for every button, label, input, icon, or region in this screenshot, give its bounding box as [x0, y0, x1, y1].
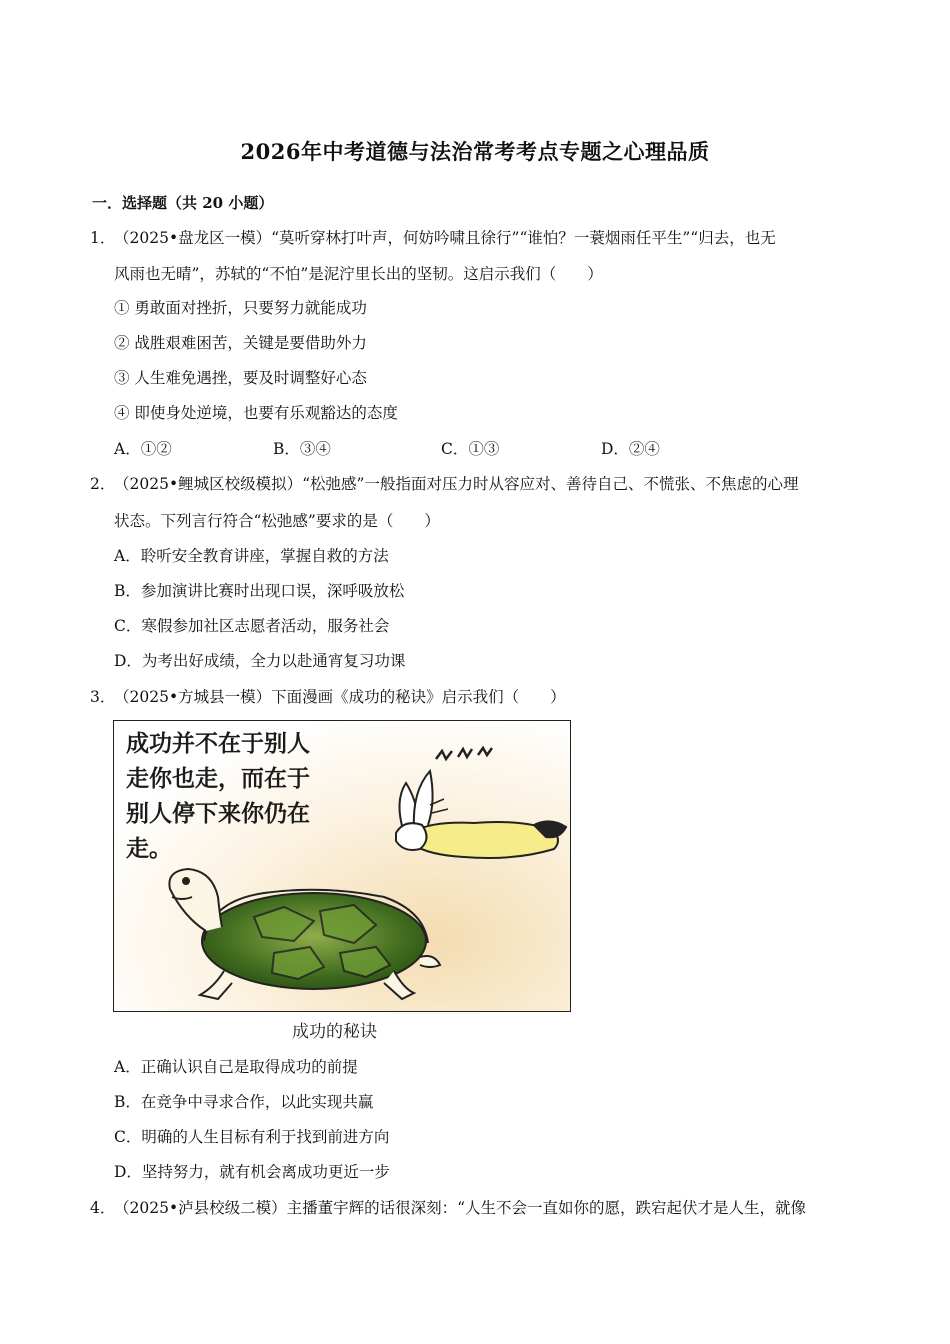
q2-stem-line1: （2025•鲤城区校级模拟）“松弛感”一般指面对压力时从容应对、善待自己、不慌张、不焦虑的心理: [114, 475, 799, 493]
q2-option-c[interactable]: C．寒假参加社区志愿者活动，服务社会: [114, 617, 390, 635]
q1-statement-2: ② 战胜艰难困苦，关键是要借助外力: [114, 334, 367, 352]
q2-stem-line2: 状态。下列言行符合“松弛感”要求的是（ ）: [114, 512, 440, 530]
cartoon-image: [113, 720, 571, 1012]
cartoon-caption: 成功的秘诀: [292, 1022, 377, 1042]
q1-option-b[interactable]: B．③④: [273, 440, 331, 458]
q3-option-d[interactable]: D．坚持努力，就有机会离成功更近一步: [114, 1163, 390, 1181]
q1-stem-line1: （2025•盘龙区一模）“莫听穿林打叶声，何妨吟啸且徐行”“谁怕？一蓑烟雨任平生”“归去，也无: [114, 229, 776, 247]
q1-stem-line2: 风雨也无晴”，苏轼的“不怕”是泥泞里长出的坚韧。这启示我们（ ）: [114, 265, 603, 283]
q2-option-b[interactable]: B．参加演讲比赛时出现口误，深呼吸放松: [114, 582, 405, 600]
q1-statement-1: ① 勇敢面对挫折，只要努力就能成功: [114, 299, 367, 317]
q3-stem-line1: （2025•方城县一模）下面漫画《成功的秘诀》启示我们（ ）: [114, 688, 566, 706]
q1-option-c[interactable]: C．①③: [441, 440, 500, 458]
q2-option-d[interactable]: D．为考出好成绩，全力以赴通宵复习功课: [114, 652, 406, 670]
q2-option-a[interactable]: A．聆听安全教育讲座，掌握自救的方法: [114, 547, 389, 565]
q1-statement-3: ③ 人生难免遇挫，要及时调整好心态: [114, 369, 367, 387]
cartoon-quote: 成功并不在于别人 走你也走，而在于 别人停下来你仍在 走。: [126, 731, 310, 862]
q3-option-c[interactable]: C．明确的人生目标有利于找到前进方向: [114, 1128, 390, 1146]
q1-statement-4: ④ 即使身处逆境，也要有乐观豁达的态度: [114, 404, 398, 422]
q3-number: 3．: [90, 688, 116, 706]
q1-option-d[interactable]: D．②④: [601, 440, 660, 458]
q1-option-a[interactable]: A．①②: [114, 440, 172, 458]
q3-option-a[interactable]: A．正确认识自己是取得成功的前提: [114, 1058, 358, 1076]
q3-option-b[interactable]: B．在竞争中寻求合作，以此实现共赢: [114, 1093, 374, 1111]
q4-stem-line1: （2025•泸县校级二模）主播董宇辉的话很深刻：“人生不会一直如你的愿，跌宕起伏才是人生，就像: [114, 1199, 807, 1217]
q1-number: 1．: [90, 229, 116, 247]
section-heading: 一．选择题（共 20 小题）: [92, 194, 274, 212]
q2-number: 2．: [90, 475, 116, 493]
q4-number: 4．: [90, 1199, 116, 1217]
page-title: 2026年中考道德与法治常考考点专题之心理品质: [240, 139, 710, 164]
